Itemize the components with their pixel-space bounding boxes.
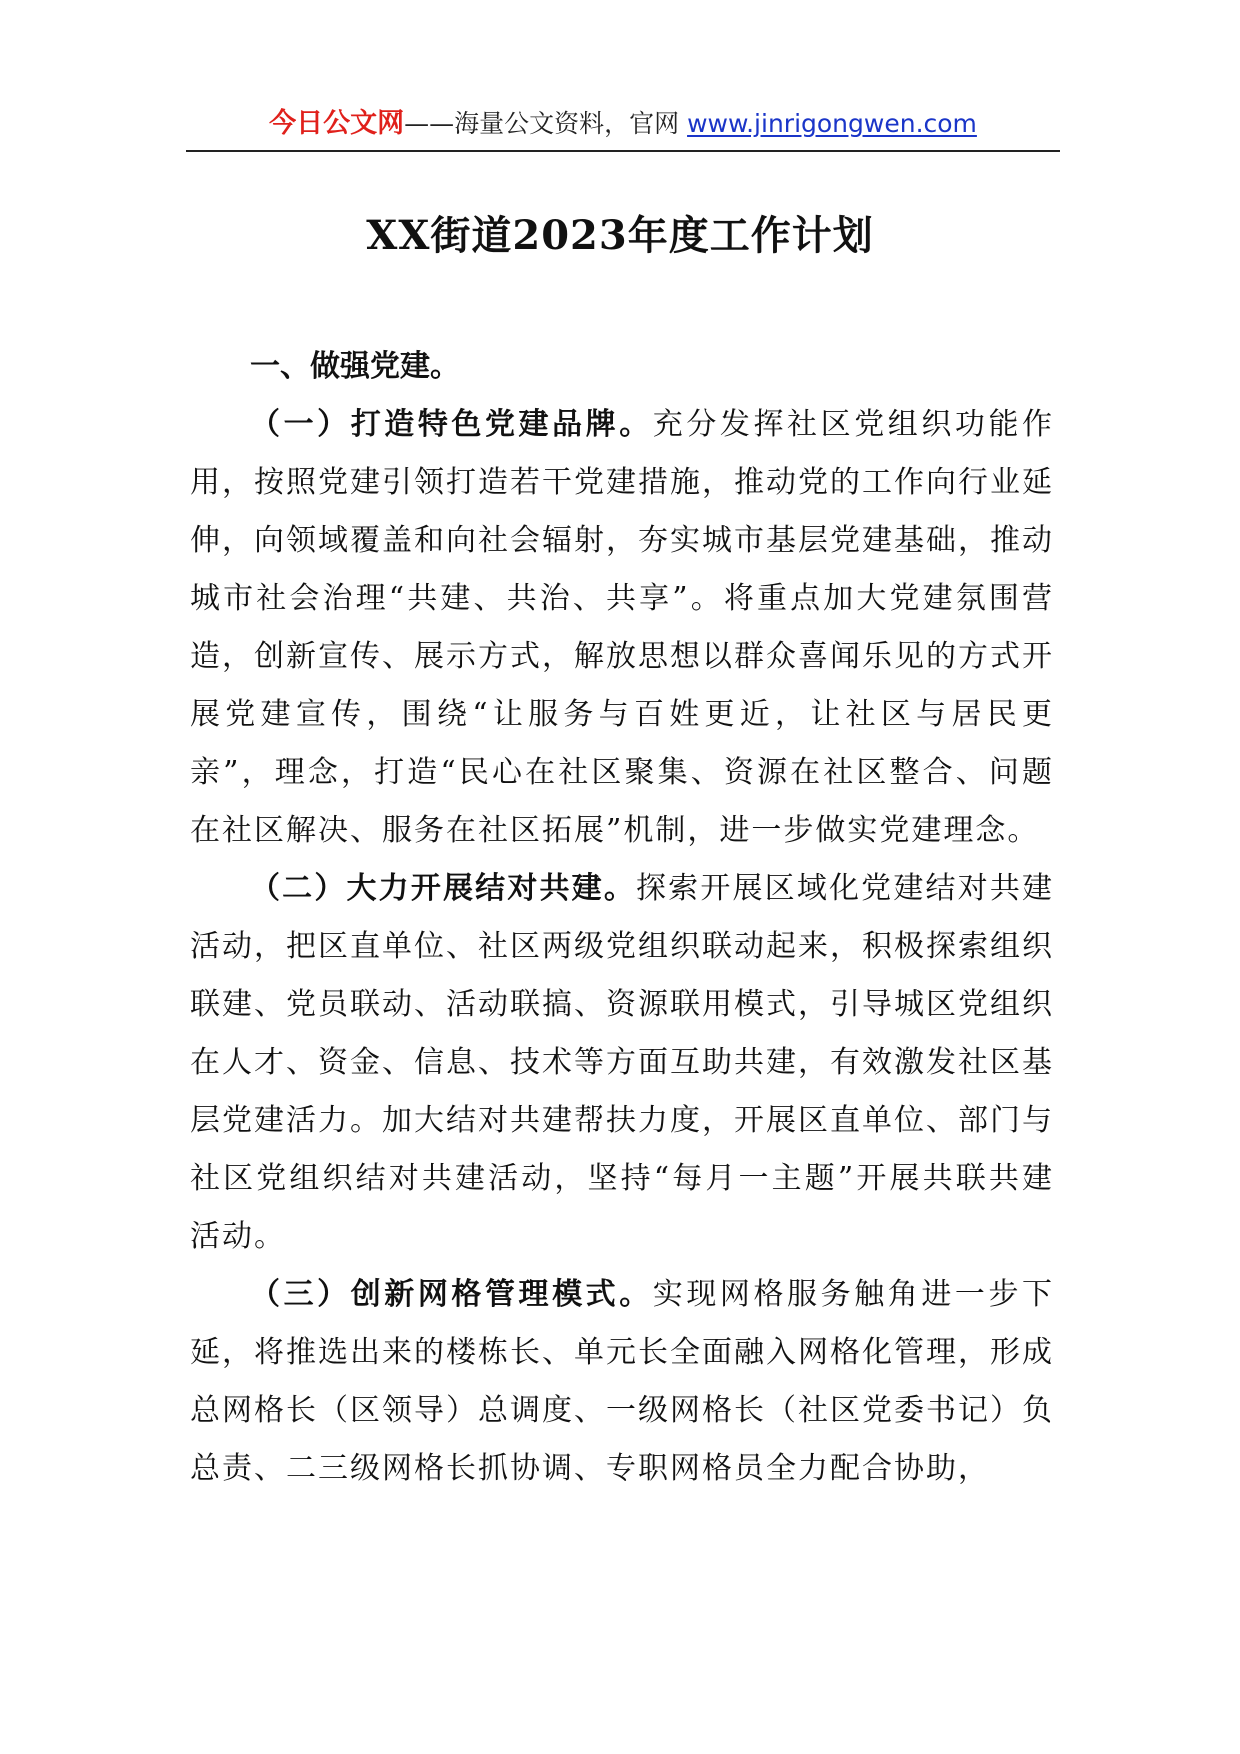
document-title: XX街道2023年度工作计划: [366, 212, 874, 259]
paragraph-text: 充分发挥社区党组织功能作用，按照党建引领打造若干党建措施，推动党的工作向行业延伸，向领域覆盖和向社会辐射，夯实城市基层党建基础，推动城市社会治理“共建、共治、共享”。将重点加大党建氛围营造，创新宣传、展示方式，解放思想以群众喜闻乐见的方式开展党建宣传，围绕“让服务与百姓更近，让社区与居民更亲”，理念，打造“民心在社区聚集、资源在社区整合、问题在社区解决、服务在社区拓展”机制，进一步做实党建理念。: [190, 407, 1055, 848]
document-body: [190, 338, 1054, 1498]
website-link[interactable]: www.jinrigongwen.com: [687, 109, 977, 138]
paragraph-grid-management: [190, 1266, 1054, 1498]
section-heading-party-building: 一、做强党建。: [250, 349, 460, 384]
paragraph-heading: （一）打造特色党建品牌。: [250, 407, 653, 442]
header-divider: [186, 150, 1060, 152]
paragraph-heading: （二）大力开展结对共建。: [250, 871, 636, 906]
paragraph-text: 实现网格服务触角进一步下延，将推选出来的楼栋长、单元长全面融入网格化管理，形成总网格长（区领导）总调度、一级网格长（社区党委书记）负总责、二三级网格长抓协调、专职网格员全力配合协助，: [190, 1277, 1055, 1486]
document-header: [186, 100, 1060, 148]
paragraph-heading: （三）创新网格管理模式。: [250, 1277, 653, 1312]
brand-logo-text: 今日公文网: [269, 108, 405, 139]
header-tagline: ——海量公文资料，官网: [404, 109, 680, 138]
paragraph-party-brand: [190, 396, 1054, 860]
paragraph-paired-building: [190, 860, 1054, 1266]
paragraph-text: 探索开展区域化党建结对共建活动，把区直单位、社区两级党组织联动起来，积极探索组织联建、党员联动、活动联搞、资源联用模式，引导城区党组织在人才、资金、信息、技术等方面互助共建，有效激发社区基层党建活力。加大结对共建帮扶力度，开展区直单位、部门与社区党组织结对共建活动，坚持“每月一主题”开展共联共建活动。: [190, 871, 1054, 1254]
